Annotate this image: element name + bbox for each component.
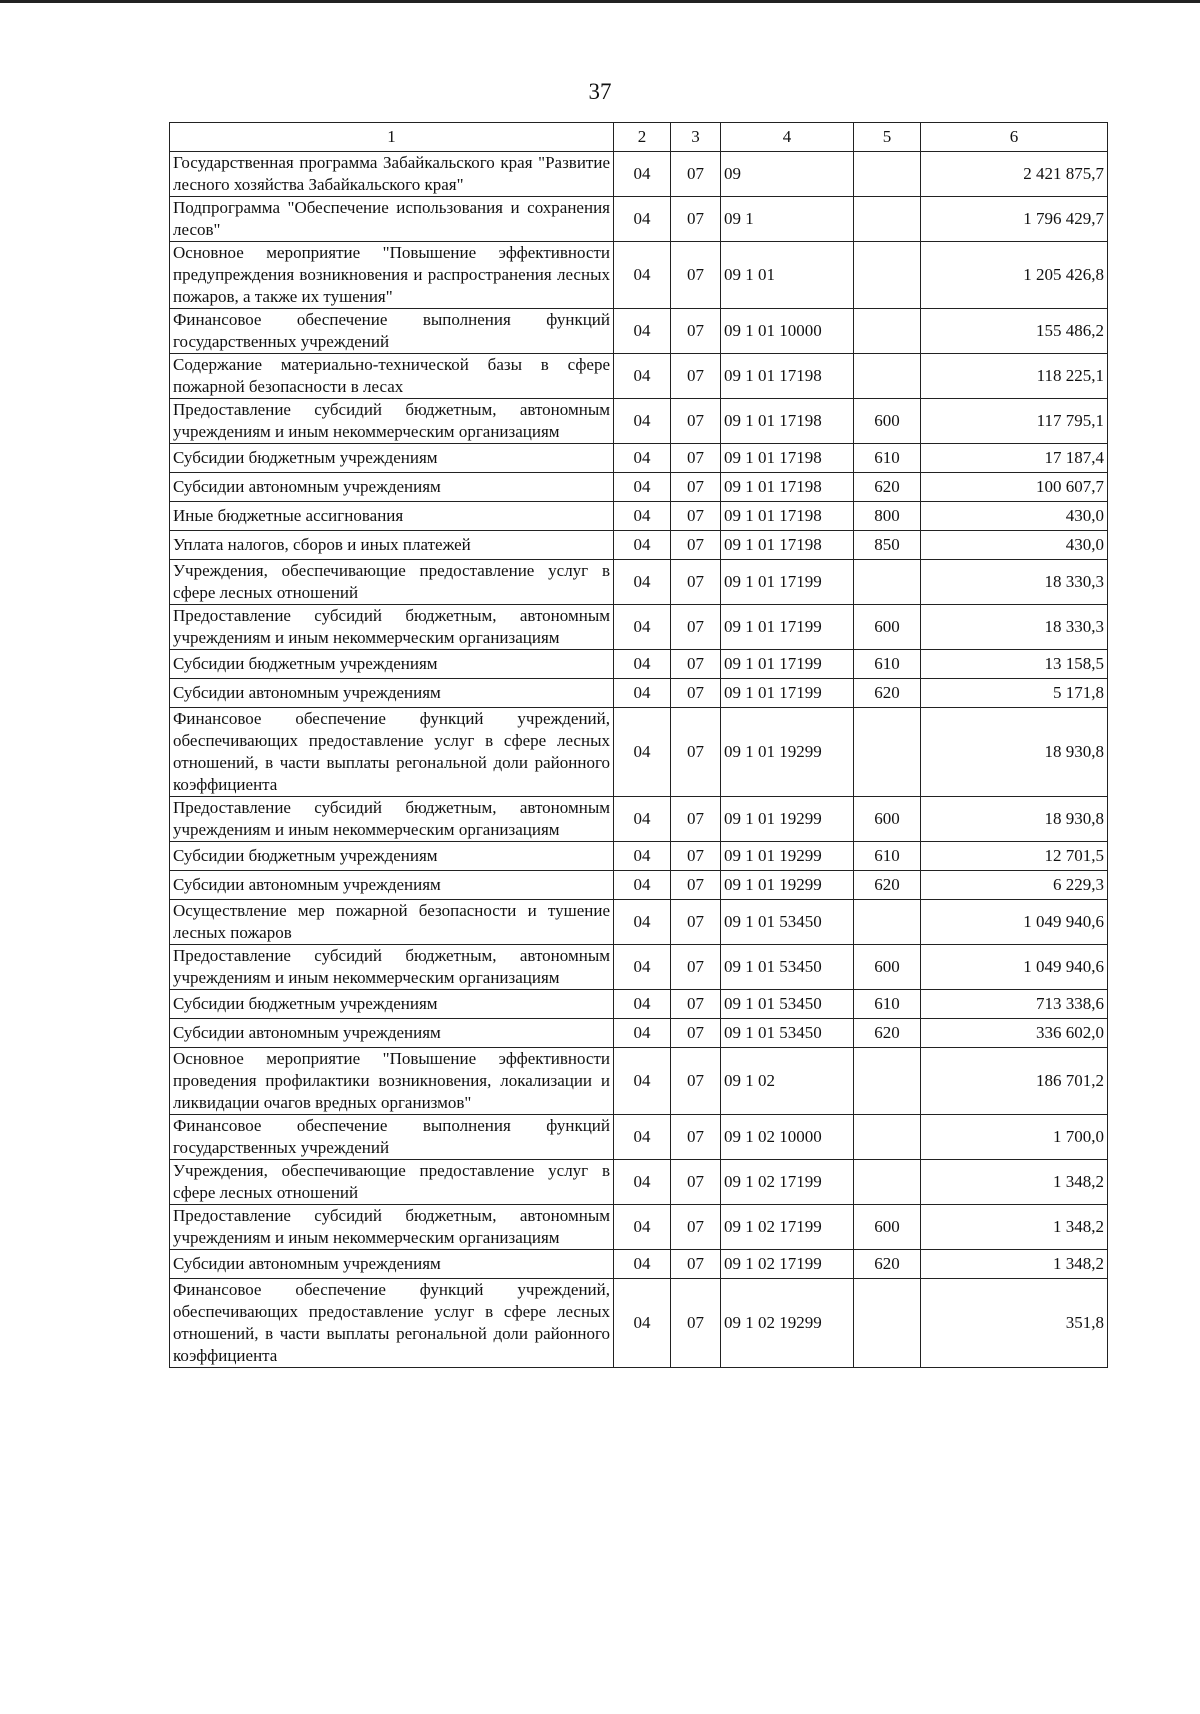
row-name-cell: Субсидии бюджетным учреждениям [170,842,614,871]
row-name-cell: Финансовое обеспечение функций учреждений, обеспечивающих предоставление услуг в сфере лесных отношений, в части выплаты регональной доли районного коэффициента [170,708,614,797]
section-code-cell: 04 [614,242,671,309]
table-row [170,309,1108,354]
amount-cell: 2 421 875,7 [921,152,1108,197]
row-name-cell: Субсидии автономным учреждениям [170,871,614,900]
amount-cell: 18 930,8 [921,797,1108,842]
section-code-cell: 04 [614,1160,671,1205]
amount-cell: 186 701,2 [921,1048,1108,1115]
expense-type-code-cell: 620 [854,1250,921,1279]
row-name-cell: Финансовое обеспечение функций учреждений, обеспечивающих предоставление услуг в сфере лесных отношений, в части выплаты регональной доли районного коэффициента [170,1279,614,1368]
row-name-cell: Субсидии автономным учреждениям [170,1250,614,1279]
target-item-code-cell: 09 1 01 19299 [721,797,854,842]
expense-type-code-cell [854,242,921,309]
expense-type-code-cell [854,1115,921,1160]
table-row [170,797,1108,842]
row-name-cell: Предоставление субсидий бюджетным, автономным учреждениям и иным некоммерческим организациям [170,797,614,842]
amount-cell: 351,8 [921,1279,1108,1368]
table-row [170,1115,1108,1160]
table-row [170,650,1108,679]
table-row [170,242,1108,309]
amount-cell: 713 338,6 [921,990,1108,1019]
section-code-cell: 04 [614,197,671,242]
amount-cell: 1 049 940,6 [921,945,1108,990]
subsection-code-cell: 07 [671,531,721,560]
amount-cell: 18 330,3 [921,560,1108,605]
subsection-code-cell: 07 [671,560,721,605]
subsection-code-cell: 07 [671,473,721,502]
expense-type-code-cell: 620 [854,679,921,708]
column-header: 1 [170,123,614,152]
target-item-code-cell: 09 1 01 17198 [721,399,854,444]
expense-type-code-cell: 600 [854,1205,921,1250]
table-row [170,1160,1108,1205]
column-header: 3 [671,123,721,152]
table-row [170,945,1108,990]
expense-type-code-cell [854,900,921,945]
expense-type-code-cell: 620 [854,871,921,900]
row-name-cell: Субсидии автономным учреждениям [170,679,614,708]
row-name-cell: Предоставление субсидий бюджетным, автономным учреждениям и иным некоммерческим организациям [170,605,614,650]
section-code-cell: 04 [614,650,671,679]
row-name-cell: Субсидии автономным учреждениям [170,1019,614,1048]
target-item-code-cell: 09 1 01 19299 [721,871,854,900]
expense-type-code-cell: 850 [854,531,921,560]
table-row [170,399,1108,444]
amount-cell: 336 602,0 [921,1019,1108,1048]
subsection-code-cell: 07 [671,399,721,444]
table-row [170,1205,1108,1250]
section-code-cell: 04 [614,560,671,605]
table-row [170,197,1108,242]
subsection-code-cell: 07 [671,1279,721,1368]
amount-cell: 12 701,5 [921,842,1108,871]
table-row [170,1048,1108,1115]
expense-type-code-cell [854,309,921,354]
amount-cell: 1 049 940,6 [921,900,1108,945]
table-row [170,473,1108,502]
column-header: 4 [721,123,854,152]
table-row [170,990,1108,1019]
amount-cell: 1 796 429,7 [921,197,1108,242]
expense-type-code-cell [854,1279,921,1368]
subsection-code-cell: 07 [671,679,721,708]
column-header: 5 [854,123,921,152]
subsection-code-cell: 07 [671,842,721,871]
row-name-cell: Государственная программа Забайкальского края "Развитие лесного хозяйства Забайкальского края" [170,152,614,197]
budget-table [169,122,1108,1368]
section-code-cell: 04 [614,1250,671,1279]
target-item-code-cell: 09 1 01 17198 [721,354,854,399]
amount-cell: 17 187,4 [921,444,1108,473]
section-code-cell: 04 [614,1205,671,1250]
row-name-cell: Финансовое обеспечение выполнения функций государственных учреждений [170,1115,614,1160]
expense-type-code-cell: 600 [854,945,921,990]
row-name-cell: Учреждения, обеспечивающие предоставление услуг в сфере лесных отношений [170,1160,614,1205]
target-item-code-cell: 09 1 01 17199 [721,679,854,708]
table-row [170,444,1108,473]
row-name-cell: Иные бюджетные ассигнования [170,502,614,531]
scan-edge [0,0,1200,3]
section-code-cell: 04 [614,399,671,444]
section-code-cell: 04 [614,990,671,1019]
expense-type-code-cell [854,197,921,242]
subsection-code-cell: 07 [671,242,721,309]
row-name-cell: Учреждения, обеспечивающие предоставление услуг в сфере лесных отношений [170,560,614,605]
amount-cell: 155 486,2 [921,309,1108,354]
subsection-code-cell: 07 [671,708,721,797]
table-row [170,1019,1108,1048]
row-name-cell: Субсидии бюджетным учреждениям [170,990,614,1019]
subsection-code-cell: 07 [671,309,721,354]
subsection-code-cell: 07 [671,1048,721,1115]
table-row [170,531,1108,560]
subsection-code-cell: 07 [671,1115,721,1160]
subsection-code-cell: 07 [671,1250,721,1279]
amount-cell: 1 205 426,8 [921,242,1108,309]
row-name-cell: Подпрограмма "Обеспечение использования и сохранения лесов" [170,197,614,242]
expense-type-code-cell [854,1048,921,1115]
target-item-code-cell: 09 1 01 53450 [721,900,854,945]
amount-cell: 100 607,7 [921,473,1108,502]
row-name-cell: Финансовое обеспечение выполнения функций государственных учреждений [170,309,614,354]
target-item-code-cell: 09 1 01 53450 [721,990,854,1019]
section-code-cell: 04 [614,473,671,502]
table-row [170,871,1108,900]
target-item-code-cell: 09 1 01 17198 [721,473,854,502]
section-code-cell: 04 [614,444,671,473]
table-row [170,842,1108,871]
subsection-code-cell: 07 [671,354,721,399]
target-item-code-cell: 09 1 01 17199 [721,560,854,605]
row-name-cell: Субсидии бюджетным учреждениям [170,650,614,679]
page-number: 37 [588,79,612,104]
expense-type-code-cell: 600 [854,399,921,444]
table-body [170,152,1108,1368]
row-name-cell: Содержание материально-технической базы в сфере пожарной безопасности в лесах [170,354,614,399]
row-name-cell: Субсидии автономным учреждениям [170,473,614,502]
amount-cell: 18 930,8 [921,708,1108,797]
target-item-code-cell: 09 1 02 17199 [721,1250,854,1279]
row-name-cell: Осуществление мер пожарной безопасности и тушение лесных пожаров [170,900,614,945]
row-name-cell: Предоставление субсидий бюджетным, автономным учреждениям и иным некоммерческим организациям [170,945,614,990]
target-item-code-cell: 09 1 02 [721,1048,854,1115]
section-code-cell: 04 [614,309,671,354]
target-item-code-cell: 09 1 01 19299 [721,842,854,871]
table-row [170,708,1108,797]
target-item-code-cell: 09 1 02 19299 [721,1279,854,1368]
subsection-code-cell: 07 [671,605,721,650]
table-row [170,560,1108,605]
section-code-cell: 04 [614,1115,671,1160]
table-row [170,1279,1108,1368]
subsection-code-cell: 07 [671,797,721,842]
subsection-code-cell: 07 [671,152,721,197]
section-code-cell: 04 [614,531,671,560]
section-code-cell: 04 [614,871,671,900]
expense-type-code-cell [854,560,921,605]
section-code-cell: 04 [614,1019,671,1048]
subsection-code-cell: 07 [671,197,721,242]
expense-type-code-cell: 610 [854,444,921,473]
table-row [170,502,1108,531]
column-number-row [170,123,1108,152]
expense-type-code-cell [854,1160,921,1205]
expense-type-code-cell [854,152,921,197]
section-code-cell: 04 [614,152,671,197]
target-item-code-cell: 09 1 01 19299 [721,708,854,797]
expense-type-code-cell: 600 [854,797,921,842]
amount-cell: 430,0 [921,502,1108,531]
expense-type-code-cell: 620 [854,473,921,502]
expense-type-code-cell: 600 [854,605,921,650]
target-item-code-cell: 09 1 01 53450 [721,945,854,990]
section-code-cell: 04 [614,797,671,842]
section-code-cell: 04 [614,605,671,650]
section-code-cell: 04 [614,945,671,990]
table-row [170,152,1108,197]
target-item-code-cell: 09 1 01 [721,242,854,309]
amount-cell: 13 158,5 [921,650,1108,679]
section-code-cell: 04 [614,900,671,945]
subsection-code-cell: 07 [671,650,721,679]
section-code-cell: 04 [614,679,671,708]
amount-cell: 6 229,3 [921,871,1108,900]
table-row [170,605,1108,650]
amount-cell: 5 171,8 [921,679,1108,708]
row-name-cell: Основное мероприятие "Повышение эффективности предупреждения возникновения и распространения лесных пожаров, а также их тушения" [170,242,614,309]
subsection-code-cell: 07 [671,1205,721,1250]
section-code-cell: 04 [614,502,671,531]
row-name-cell: Предоставление субсидий бюджетным, автономным учреждениям и иным некоммерческим организациям [170,399,614,444]
target-item-code-cell: 09 1 01 17199 [721,650,854,679]
target-item-code-cell: 09 1 [721,197,854,242]
row-name-cell: Уплата налогов, сборов и иных платежей [170,531,614,560]
expense-type-code-cell [854,354,921,399]
column-header: 2 [614,123,671,152]
expense-type-code-cell: 610 [854,842,921,871]
target-item-code-cell: 09 [721,152,854,197]
column-header: 6 [921,123,1108,152]
row-name-cell: Субсидии бюджетным учреждениям [170,444,614,473]
table-row [170,1250,1108,1279]
target-item-code-cell: 09 1 01 10000 [721,309,854,354]
target-item-code-cell: 09 1 01 17198 [721,531,854,560]
subsection-code-cell: 07 [671,1019,721,1048]
expense-type-code-cell: 620 [854,1019,921,1048]
target-item-code-cell: 09 1 02 17199 [721,1160,854,1205]
amount-cell: 1 700,0 [921,1115,1108,1160]
amount-cell: 430,0 [921,531,1108,560]
section-code-cell: 04 [614,1279,671,1368]
expense-type-code-cell [854,708,921,797]
target-item-code-cell: 09 1 01 17199 [721,605,854,650]
section-code-cell: 04 [614,354,671,399]
expense-type-code-cell: 610 [854,650,921,679]
amount-cell: 1 348,2 [921,1160,1108,1205]
table-row [170,900,1108,945]
expense-type-code-cell: 800 [854,502,921,531]
expense-type-code-cell: 610 [854,990,921,1019]
subsection-code-cell: 07 [671,990,721,1019]
amount-cell: 117 795,1 [921,399,1108,444]
row-name-cell: Основное мероприятие "Повышение эффективности проведения профилактики возникновения, локализации и ликвидации очагов вредных организмов" [170,1048,614,1115]
target-item-code-cell: 09 1 01 53450 [721,1019,854,1048]
section-code-cell: 04 [614,842,671,871]
subsection-code-cell: 07 [671,502,721,531]
amount-cell: 18 330,3 [921,605,1108,650]
amount-cell: 1 348,2 [921,1250,1108,1279]
target-item-code-cell: 09 1 02 10000 [721,1115,854,1160]
amount-cell: 1 348,2 [921,1205,1108,1250]
table-row [170,354,1108,399]
subsection-code-cell: 07 [671,945,721,990]
table-row [170,679,1108,708]
subsection-code-cell: 07 [671,871,721,900]
amount-cell: 118 225,1 [921,354,1108,399]
row-name-cell: Предоставление субсидий бюджетным, автономным учреждениям и иным некоммерческим организациям [170,1205,614,1250]
target-item-code-cell: 09 1 02 17199 [721,1205,854,1250]
subsection-code-cell: 07 [671,444,721,473]
target-item-code-cell: 09 1 01 17198 [721,444,854,473]
subsection-code-cell: 07 [671,1160,721,1205]
section-code-cell: 04 [614,1048,671,1115]
target-item-code-cell: 09 1 01 17198 [721,502,854,531]
subsection-code-cell: 07 [671,900,721,945]
section-code-cell: 04 [614,708,671,797]
